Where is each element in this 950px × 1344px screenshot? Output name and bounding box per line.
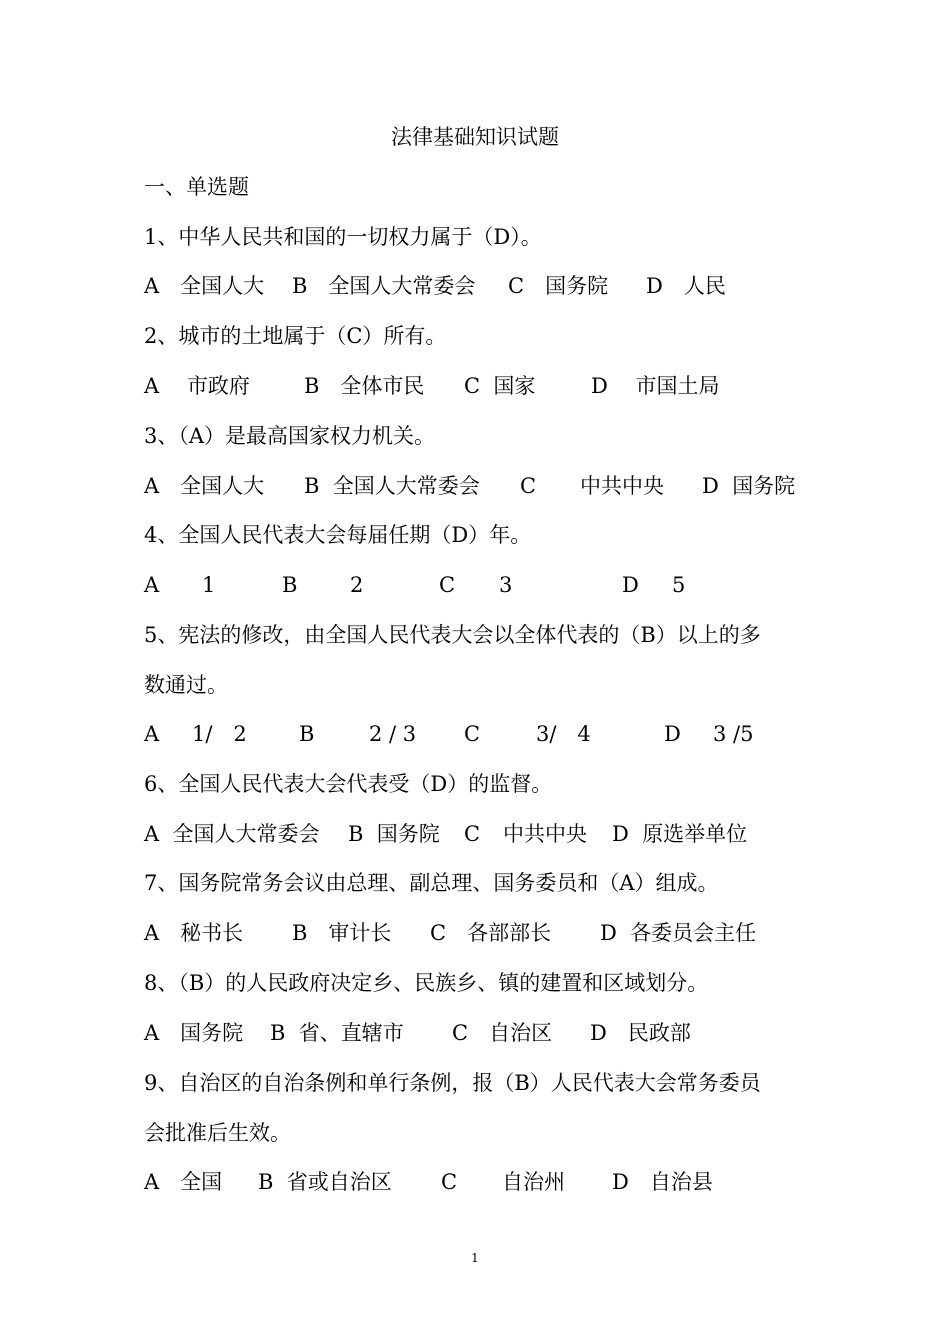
page-title: 法律基础知识试题 xyxy=(391,125,559,149)
option-d-value: 5 xyxy=(672,573,686,597)
option-a: A 国务院 xyxy=(144,1021,244,1045)
option-b-value: 2 / 3 xyxy=(369,722,417,746)
question-1: 1、中华人民共和国的一切权力属于（D）。 xyxy=(144,225,542,249)
option-d: D 原选举单位 xyxy=(612,822,748,846)
option-a: A 全国人大 xyxy=(144,474,265,498)
option-d-value: 3 /5 xyxy=(713,722,754,746)
question-6: 6、全国人民代表大会代表受（D）的监督。 xyxy=(144,772,553,796)
option-d: D 民政部 xyxy=(590,1021,691,1045)
question-6-options xyxy=(144,819,824,849)
page-number: 1 xyxy=(471,1251,479,1265)
option-c-text: 自治州 xyxy=(502,1170,565,1194)
option-c: C xyxy=(439,573,456,597)
question-4: 4、全国人民代表大会每届任期（D）年。 xyxy=(144,523,532,547)
option-b: B 全体市民 xyxy=(304,374,425,398)
question-8-options xyxy=(144,1018,824,1048)
option-c: C 自治区 xyxy=(452,1021,553,1045)
option-b: B xyxy=(299,722,315,746)
option-a-value: 1 xyxy=(202,573,216,597)
option-c: C xyxy=(520,474,537,498)
option-d: D 市国土局 xyxy=(591,374,720,398)
option-a: A 全国 xyxy=(144,1170,223,1194)
option-d: D 自治县 xyxy=(612,1170,713,1194)
question-7-options xyxy=(144,918,824,948)
option-a: A xyxy=(144,573,160,597)
question-7: 7、国务院常务会议由总理、副总理、国务委员和（A）组成。 xyxy=(144,871,719,895)
option-a: A 全国人大常委会 xyxy=(144,822,320,846)
question-3: 3、（A）是最高国家权力机关。 xyxy=(144,424,436,448)
option-c-text: 中共中央 xyxy=(503,822,587,846)
question-5: 5、宪法的修改，由全国人民代表大会以全体代表的（B）以上的多 xyxy=(144,623,761,647)
option-a: A 市政府 xyxy=(144,374,250,398)
question-9-continued: 会批准后生效。 xyxy=(144,1121,291,1145)
option-a: A 秘书长 xyxy=(144,921,244,945)
option-d: D 各委员会主任 xyxy=(600,921,757,945)
option-a: A xyxy=(144,722,160,746)
question-5-options xyxy=(144,719,824,749)
question-4-options xyxy=(144,570,824,600)
option-b: B 省或自治区 xyxy=(258,1170,392,1194)
option-b: B 省、直辖市 xyxy=(270,1021,404,1045)
option-b-value: 2 xyxy=(350,573,364,597)
option-b: B xyxy=(282,573,298,597)
option-b: B 全国人大常委会 xyxy=(304,474,480,498)
section-heading: 一、单选题 xyxy=(144,175,249,199)
question-2: 2、城市的土地属于（C）所有。 xyxy=(144,324,447,348)
option-b: B 国务院 xyxy=(348,822,440,846)
option-c-value: 3 xyxy=(499,573,513,597)
question-8: 8、（B）的人民政府决定乡、民族乡、镇的建置和区域划分。 xyxy=(144,971,709,995)
option-a: A 全国人大 xyxy=(144,274,265,298)
option-c: C xyxy=(464,722,481,746)
option-d: D 人民 xyxy=(646,274,726,298)
option-c: C 国务院 xyxy=(508,274,609,298)
question-2-options xyxy=(144,371,824,401)
option-d: D xyxy=(622,573,639,597)
option-c: C xyxy=(441,1170,458,1194)
option-d: D 国务院 xyxy=(702,474,796,498)
option-c-text: 中共中央 xyxy=(580,474,664,498)
question-1-options xyxy=(144,271,824,301)
option-b: B 审计长 xyxy=(292,921,392,945)
question-9-options xyxy=(144,1167,824,1197)
option-c: C 国家 xyxy=(464,374,536,398)
question-9: 9、自治区的自治条例和单行条例，报（B）人民代表大会常务委员 xyxy=(144,1071,761,1095)
option-c: C 各部部长 xyxy=(430,921,552,945)
question-5-continued: 数通过。 xyxy=(144,673,228,697)
option-d: D xyxy=(664,722,681,746)
option-a-value: 1/ 2 xyxy=(192,722,247,746)
question-3-options xyxy=(144,471,824,501)
option-c-value: 3/ 4 xyxy=(536,722,591,746)
option-b: B 全国人大常委会 xyxy=(292,274,476,298)
option-c: C xyxy=(464,822,481,846)
